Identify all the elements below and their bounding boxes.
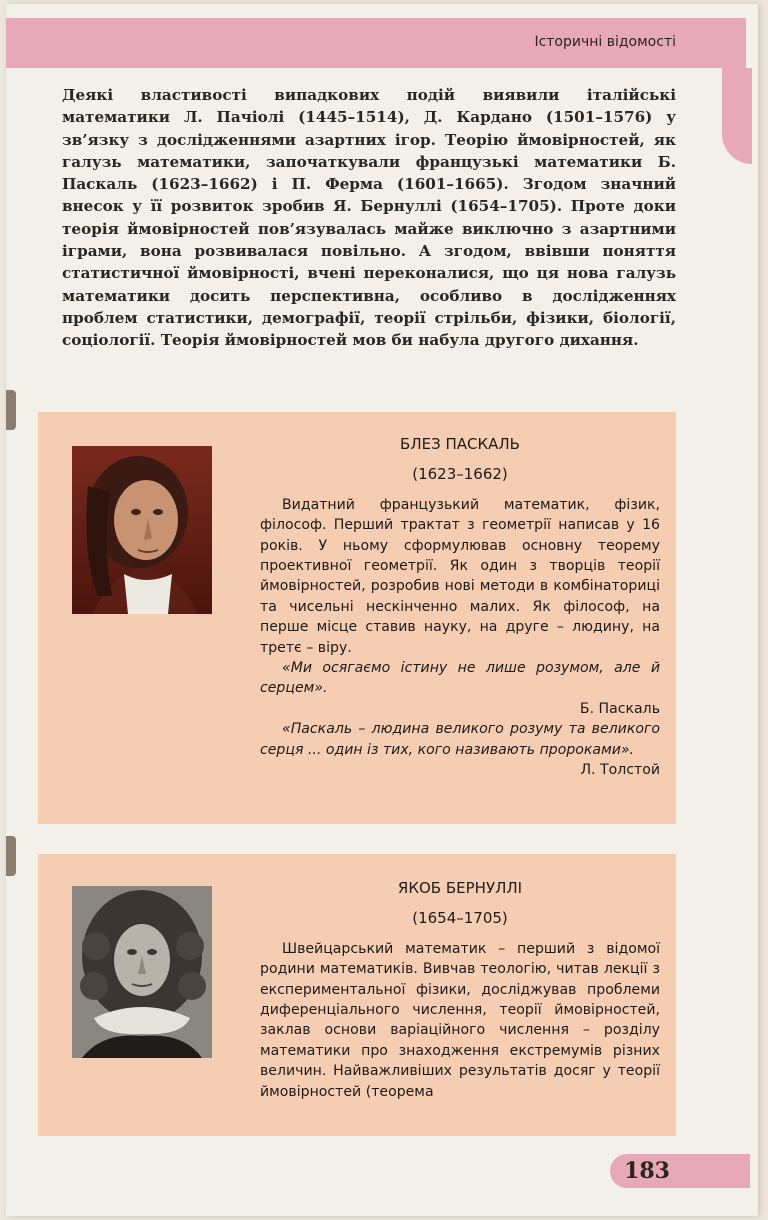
bio-name: БЛЕЗ ПАСКАЛЬ <box>400 435 520 453</box>
portrait-bernoulli <box>72 886 212 1058</box>
textbook-page <box>6 4 758 1216</box>
intro-text: Деякі властивості випадкових подій виявили італійські математики Л. Пачіолі (1445–1514), Д. Кардано (1501–1576) у зв’язку з дослідженнями азартних ігор. Теорію ймовірностей, як галузь математики, започаткували французькі математики Б. Паскаль (1623–1662) і П. Ферма (1601–1665). Згодом значний внесок у її розвиток зробив Я. Бернуллі (1654–1705). Проте доки теорія ймовірностей пов’язувалась майже виключно з азартними іграми, вона розвивалася повільно. А згодом, ввівши поняття статистичної ймовірності, вчені переконалися, що ця нова галузь математики досить перспективна, особливо в дослідженнях проблем статистики, демографії, теорії стрільби, фізики, біології, соціології. Теорія ймовірностей мов би набула другого дихання. <box>62 86 676 350</box>
quote-author: Б. Паскаль <box>579 700 660 717</box>
intro-paragraph <box>62 84 676 352</box>
portrait-pascal <box>72 446 212 614</box>
bio-panel-pascal <box>38 412 676 824</box>
bio-years: (1623–1662) <box>412 465 508 484</box>
page-side-tab <box>6 390 16 430</box>
bio-panel-bernoulli <box>38 854 676 1136</box>
page-side-tab <box>6 836 16 876</box>
bio-description: Видатний французький математик, фізик, філософ. Перший трактат з геометрії написав у 16 років. У ньому сформулював основну теорему проективної геометрії. Як один з творців теорії ймовірностей, розробив нові методи в комбінаториці та чисельні нескінченно малих. Як філософ, на перше місце ставив науку, на друге – людину, на третє – віру. <box>260 496 660 656</box>
page-number: 183 <box>624 1158 670 1184</box>
bio-text-bernoulli <box>260 878 660 1102</box>
quote-tolstoy: «Паскаль – людина великого розуму та великого серця ... один із тих, кого називають пророками». <box>260 721 660 758</box>
bio-years: (1654–1705) <box>412 909 508 928</box>
bio-text-pascal <box>260 434 660 781</box>
quote-pascal: «Ми осягаємо істину не лише розумом, але й серцем». <box>260 660 660 697</box>
bio-description: Швейцарський математик – перший з відомої родини математиків. Вивчав теологію, читав лекції з експериментальної фізики, досліджував проблеми диференціального числення, теорії ймовірностей, заклав основи варіаційного числення – розділу математики про знаходження екстремумів різних величин. Найважливіших результатів досяг у теорії ймовірностей (теорема <box>260 940 660 1100</box>
section-title: Історичні відомості <box>534 34 676 50</box>
quote-author: Л. Толстой <box>580 762 660 779</box>
bio-name: ЯКОБ БЕРНУЛЛІ <box>397 879 523 897</box>
